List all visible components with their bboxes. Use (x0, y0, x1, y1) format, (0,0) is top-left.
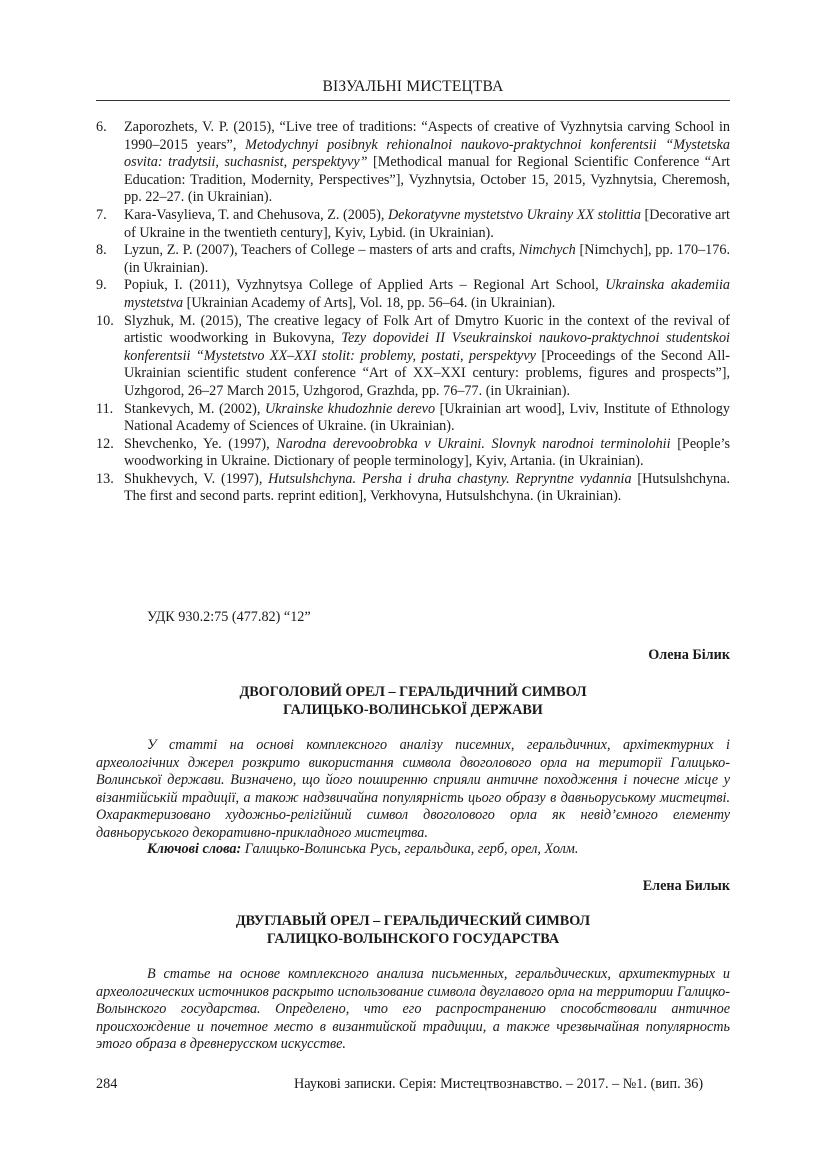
article-title-ru (96, 913, 730, 949)
reference-text: Zaporozhets, V. P. (2015), “Live tree of traditions: “Aspects of creative of Vyzhnytsia carving School in 1990–2015 years”, (124, 119, 730, 153)
reference-number: 10. (96, 312, 114, 329)
reference-text: [People’s woodworking in Ukraine. Dictionary of people terminology], Kyiv, Artania. (in Ukrainian). (124, 435, 731, 470)
author-name-ru: Елена Билык (642, 878, 730, 894)
reference-text: Kara-Vasylieva, T. and Chehusova, Z. (2005), (124, 206, 388, 223)
reference-text: Shevchenko, Ye. (1997), (124, 435, 277, 452)
reference-item (96, 277, 730, 312)
reference-source-title: Ukrainska akademiia mystetstva (124, 277, 730, 311)
article-title-ru-line2: ГАЛИЦКО-ВОЛЫНСКОГО ГОСУДАРСТВА (266, 930, 560, 947)
reference-number: 12. (96, 435, 114, 452)
article-title-ru-line1: ДВУГЛАВЫЙ ОРЕЛ – ГЕРАЛЬДИЧЕСКИЙ СИМВОЛ (235, 913, 591, 929)
reference-number: 13. (96, 470, 114, 487)
reference-item (96, 436, 730, 471)
page-number: 284 (96, 1076, 118, 1092)
reference-text: [Methodical manual for Regional Scientific Conference “Art Education: Tradition, Modernity, Perspectives”], Vyzhnytsia, October 15, 2015, Vyzhnytsia, Cheremosh, pp. 22–27. (in Ukrainian). (124, 154, 730, 206)
reference-list (96, 119, 730, 506)
keywords-list: Галицько-Волинська Русь, геральдика, герб, орел, Холм. (241, 841, 579, 857)
reference-text: [Hutsulshchyna. The first and second parts. reprint edition], Verkhovyna, Hutsulshchyna. (in Ukrainian). (124, 470, 730, 505)
reference-item (96, 471, 730, 506)
journal-citation: Наукові записки. Серія: Мистецтвознавство. – 2017. – №1. (вип. 36) (294, 1076, 704, 1092)
article-title-ua-line1: ДВОГОЛОВИЙ ОРЕЛ – ГЕРАЛЬДИЧНИЙ СИМВОЛ (239, 684, 587, 700)
reference-source-title: Ukrainske khudozhnie derevo (264, 400, 436, 417)
reference-text: Stankevych, M. (2002), (124, 400, 265, 417)
reference-number: 9. (96, 277, 107, 294)
author-name-ua: Олена Білик (648, 647, 730, 663)
reference-number: 7. (96, 206, 107, 223)
reference-text: [Ukrainian art wood], Lviv, Institute of Ethnology National Academy of Sciences of Ukraine. (in Ukrainian). (124, 400, 730, 435)
reference-text: Popiuk, I. (2011), Vyzhnytsya College of Applied Arts – Regional Art School, (124, 277, 606, 294)
reference-text: [Decorative art of Ukraine in the twentieth century], Kyiv, Lybid. (in Ukrainian). (124, 206, 730, 241)
reference-text: Lyzun, Z. P. (2007), Teachers of College – masters of arts and crafts, (124, 242, 520, 259)
reference-number: 6. (96, 119, 107, 135)
udk-code: УДК 930.2:75 (477.82) “12” (147, 609, 311, 625)
running-header: ВІЗУАЛЬНІ МИСТЕЦТВА (96, 78, 730, 101)
reference-text: [Proceedings of the Second All-Ukrainian scientific student conference “Art of XX–XXI century: problems, figures and prospects”], Uzhgorod, 26–27 March 2015, Uzhgorod, Grazhda, pp. 76–77. (in Ukrainian). (124, 347, 730, 399)
reference-source-title: Dekoratyvne mystetstvo Ukrainy XX stolittia (387, 206, 641, 223)
reference-item (96, 313, 730, 401)
reference-number: 8. (96, 242, 107, 259)
reference-source-title: Hutsulshchyna. Persha i druha chastyny. Repryntne vydannia (268, 470, 632, 487)
reference-source-title: Metodychnyi posibnyk rehionalnoi naukovo-praktychnoi konferentsii “Mystetska osvita: tradytsii, suchasnist, perspektyvy” (124, 136, 730, 171)
reference-text: [Ukrainian Academy of Arts], Vol. 18, pp. 56–64. (in Ukrainian). (183, 294, 556, 311)
abstract-ua: У статті на основі комплексного аналізу писемних, геральдичних, архітектурних і археологічних джерел розкрито використання символа двоголового орла на території Галицько-Волинської держави. Визначено, що його поширенню сприяли античне походження і почесне місце у візантійській традиції, а також надзвичайна популярність цього образу в давньоруському мистецтві. Охарактеризовано художньо-релігійний символ двоголового орла як невід’ємного елементу давньоруського декоративно-прикладного мистецтва. (96, 737, 730, 841)
reference-item (96, 119, 730, 207)
reference-number: 11. (96, 400, 114, 417)
keywords-ua (147, 841, 578, 858)
reference-item (96, 242, 730, 277)
article-title-ua (96, 684, 730, 720)
reference-text: Slyzhuk, M. (2015), The creative legacy of Folk Art of Dmytro Kuoric in the context of the revival of artistic woodworking in Bukovyna, (124, 312, 730, 347)
reference-item (96, 207, 730, 242)
reference-source-title: Narodna derevoobrobka v Ukraini. Slovnyk narodnoi terminolohii (276, 435, 671, 452)
reference-source-title: Nimchych (519, 242, 576, 259)
reference-source-title: Tezy dopovidei II Vseukrainskoi naukovo-praktychnoi studentskoi konferentsii “Mystetstvo XX–XXI stolit: problemy, postati, perspektyvy (124, 330, 731, 364)
reference-text: Shukhevych, V. (1997), (124, 470, 269, 487)
abstract-ru: В статье на основе комплексного анализа письменных, геральдических, архитектурных и археологических источников раскрыто использование символа двуглавого орла на территории Галицко-Волынского государства. Определено, что его распространению способствовали античное происхождение и почетное место в византийской традиции, а также чрезвычайная популярность этого образа в древнерусском искусстве. (96, 966, 730, 1053)
reference-item (96, 401, 730, 436)
reference-text: [Nimchych], pp. 170–176. (in Ukrainian). (124, 242, 730, 276)
article-title-ua-line2: ГАЛИЦЬКО-ВОЛИНСЬКОЇ ДЕРЖАВИ (283, 701, 543, 718)
keywords-label: Ключові слова: (147, 841, 242, 857)
